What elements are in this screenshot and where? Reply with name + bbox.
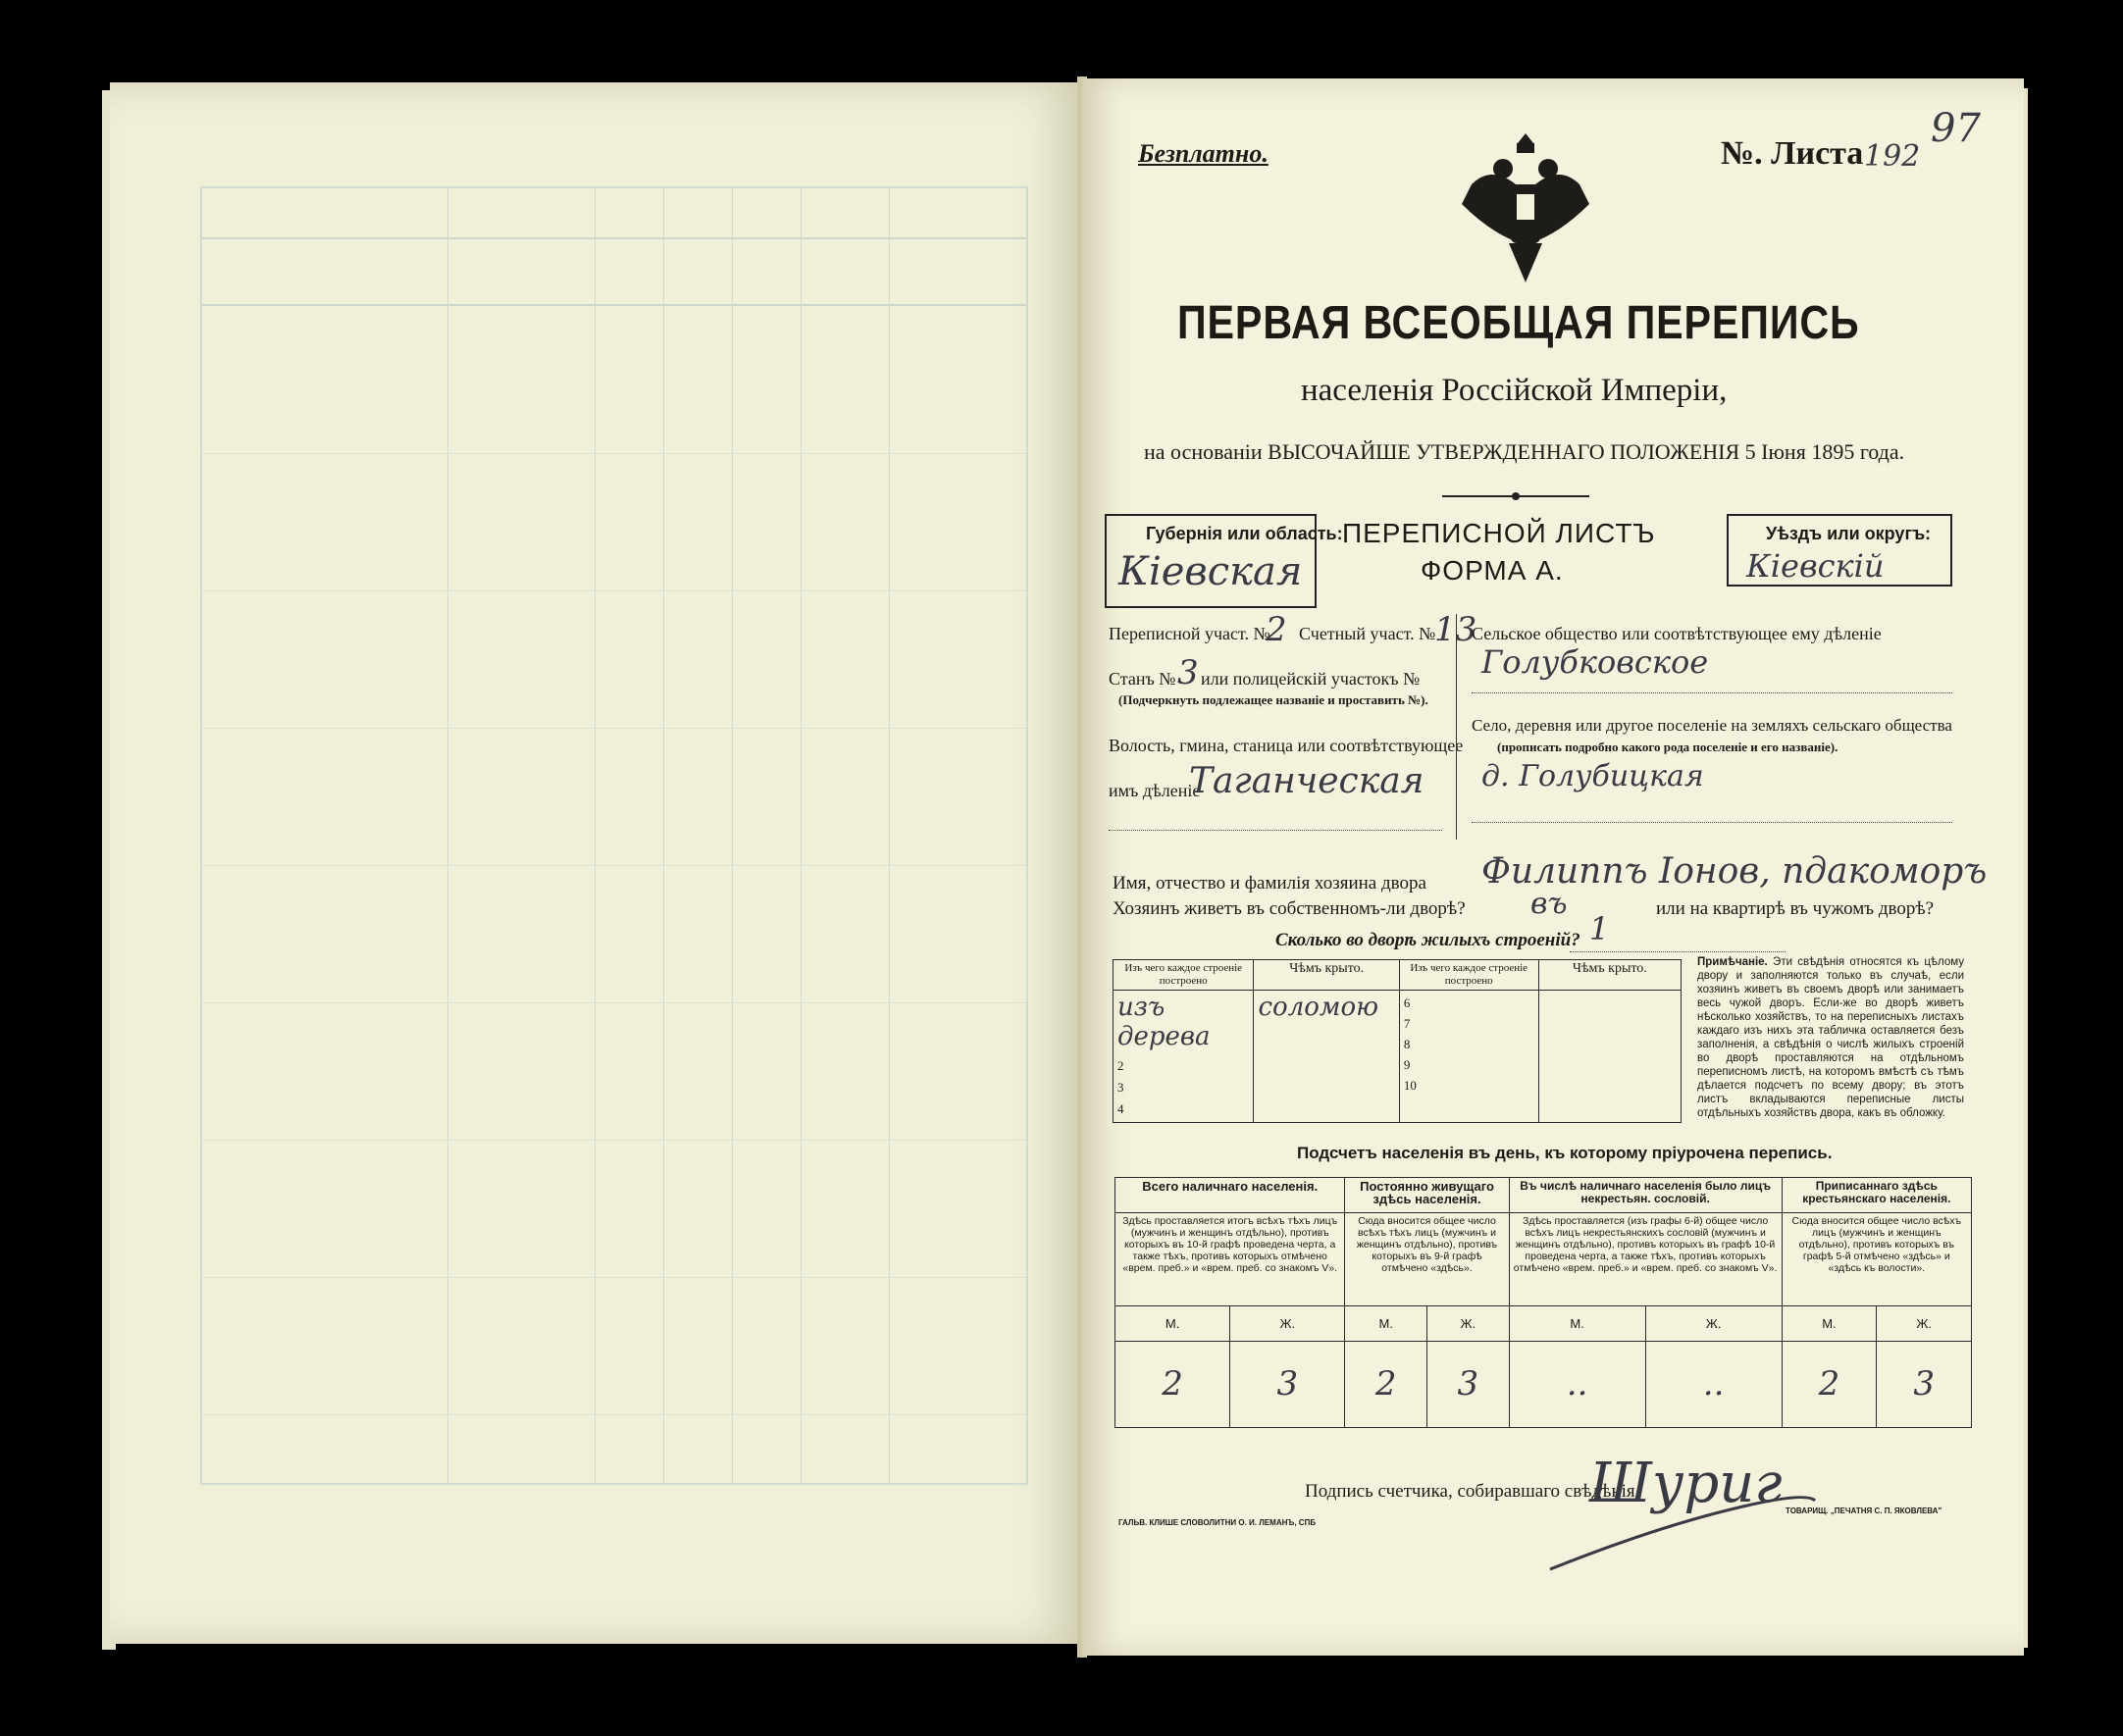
form-title-1: ПЕРЕПИСНОЙ ЛИСТЪ xyxy=(1342,518,1656,548)
row1-material-cell xyxy=(1113,991,1254,1123)
count-title: Подсчетъ населенія въ день, къ которому пріурочена перепись. xyxy=(1297,1144,1833,1162)
count-col2-head: Постоянно живущаго здѣсь населенія. xyxy=(1345,1178,1509,1213)
row1-roof-cell xyxy=(1254,991,1399,1123)
col-material-left: Изъ чего каждое строеніе построено xyxy=(1113,960,1254,991)
col-material-right: Изъ чего каждое строеніе построено xyxy=(1399,960,1538,991)
right-row-number: 8 xyxy=(1403,1037,1411,1051)
owner-value: Филиппъ Іонов, пдакоморъ xyxy=(1481,851,1988,892)
volost-label-2: имъ дѣленіе xyxy=(1109,781,1201,800)
left-page xyxy=(110,82,1084,1644)
f-label: Ж. xyxy=(1645,1305,1782,1341)
village-note: (прописать подробно какого рода поселеніе и его названіе). xyxy=(1497,740,1838,754)
village-label: Село, деревня или другое поселеніе на земляхъ сельскаго общества xyxy=(1472,716,1952,735)
right-row-number: 6 xyxy=(1403,996,1411,1010)
volost-line xyxy=(1109,830,1442,831)
form-title-2: ФОРМА А. xyxy=(1421,555,1564,586)
left-row-number: 2 xyxy=(1117,1058,1124,1073)
lives-own-value: въ xyxy=(1530,887,1568,921)
right-roof-cell xyxy=(1538,991,1681,1123)
m-label: М. xyxy=(1115,1305,1230,1341)
field-divider xyxy=(1456,614,1457,840)
count-table xyxy=(1114,1177,1972,1428)
count-col1-desc: Здѣсь проставляется итогъ всѣхъ тѣхъ лицъ (мужчинъ и женщинъ отдѣльно), противъ которыхъ въ 10-й графѣ проведена черта, а также тѣхъ, противъ которыхъ отмѣчено «врем. преб.» и «врем. преб. со знакомъ V». xyxy=(1115,1213,1345,1305)
row1-roof: соломою xyxy=(1258,993,1379,1022)
ghost-table-bleedthrough xyxy=(200,186,1028,1485)
district-label: Уѣздъ или округъ: xyxy=(1766,524,1932,543)
count-value: .. xyxy=(1645,1341,1782,1427)
subtitle: населенія Россійской Имперіи, xyxy=(1301,373,1728,408)
village-line xyxy=(1472,822,1952,823)
free-label: Безплатно. xyxy=(1138,139,1269,168)
buildings-label: Сколько во дворѣ жилыхъ строеній? xyxy=(1275,930,1580,950)
note-label: Примѣчаніе. xyxy=(1697,956,1768,968)
province-label: Губернія или область: xyxy=(1146,524,1343,543)
buildings-table xyxy=(1113,959,1682,1123)
count-plot-label: Счетный участ. № xyxy=(1299,624,1436,643)
imperial-eagle-icon xyxy=(1452,126,1599,292)
count-value: 2 xyxy=(1782,1341,1877,1427)
col-roof-right: Чѣмъ крыто. xyxy=(1538,960,1681,991)
count-col4-desc: Сюда вносится общее число всѣхъ лицъ (мужчинъ и женщинъ отдѣльно), противъ которыхъ въ графѣ 5-й отмѣчено «здѣсь» и «здѣсь къ волости». xyxy=(1782,1213,1971,1305)
corner-page-number: 97 xyxy=(1931,106,1981,151)
main-title: ПЕРВАЯ ВСЕОБЩАЯ ПЕРЕПИСЬ xyxy=(1177,297,1860,349)
lives-own-label: Хозяинъ живетъ въ собственномъ-ли дворѣ? xyxy=(1113,898,1466,919)
village-value: д. Голубицкая xyxy=(1481,759,1704,793)
count-col3-desc: Здѣсь проставляется (изъ графы 6-й) общее число всѣхъ лицъ некрестьянскихъ сословій (мужчинъ и женщинъ отдѣльно), противъ которыхъ въ графѣ 10-й проведена черта, а также тѣхъ, противъ которыхъ отмѣчено «врем. преб.» и «врем. преб. со знакомъ V». xyxy=(1509,1213,1782,1305)
f-label: Ж. xyxy=(1230,1305,1345,1341)
count-col2-desc: Сюда вносится общее число всѣхъ тѣхъ лицъ (мужчинъ и женщинъ отдѣльно), противъ которыхъ въ 9-й графѣ отмѣчено «здѣсь». xyxy=(1345,1213,1509,1305)
count-col4-head: Приписаннаго здѣсь крестьянскаго населенія. xyxy=(1782,1178,1971,1213)
left-row-number: 4 xyxy=(1117,1101,1124,1116)
underline-note: (Подчеркнуть подлежащее названіе и проставить №). xyxy=(1118,692,1428,707)
society-value: Голубковское xyxy=(1481,643,1709,681)
volost-value: Таганческая xyxy=(1189,761,1424,801)
note-block xyxy=(1697,955,1965,1119)
volost-label-1: Волость, гмина, станица или соотвѣтствующее xyxy=(1109,736,1464,755)
right-rows-cell xyxy=(1399,991,1538,1123)
count-value: 2 xyxy=(1115,1341,1230,1427)
count-value: .. xyxy=(1509,1341,1645,1427)
left-row-number: 3 xyxy=(1117,1080,1124,1095)
m-label: М. xyxy=(1782,1305,1877,1341)
census-plot-value: 2 xyxy=(1266,610,1287,649)
buildings-line xyxy=(1570,951,1786,952)
count-plot-value: 13 xyxy=(1434,610,1477,649)
owner-label: Имя, отчество и фамилія хозяина двора xyxy=(1113,873,1426,894)
printer-right: ТОВАРИЩ. „ПЕЧАТНЯ С. П. ЯКОВЛЕВА" xyxy=(1786,1506,1942,1515)
count-value: 3 xyxy=(1877,1341,1972,1427)
count-value: 3 xyxy=(1230,1341,1345,1427)
society-label: Сельское общество или соотвѣтствующее ему дѣленіе xyxy=(1472,624,1882,643)
col-roof-left: Чѣмъ крыто. xyxy=(1254,960,1399,991)
province-value: Кіевская xyxy=(1118,549,1303,594)
m-label: М. xyxy=(1345,1305,1427,1341)
signature-value: Шуриг xyxy=(1589,1452,1783,1515)
right-row-number: 7 xyxy=(1403,1016,1411,1031)
right-row-number: 9 xyxy=(1403,1057,1411,1072)
signature-flourish xyxy=(1530,1491,1825,1579)
ornament-divider xyxy=(1442,488,1589,498)
count-col3-head: Въ числѣ наличнаго населенія было лицъ некрестьян. сословій. xyxy=(1509,1178,1782,1213)
signature-label: Подпись счетчика, собиравшаго свѣдѣнія xyxy=(1305,1481,1635,1502)
census-plot-label: Переписной участ. № xyxy=(1109,624,1270,643)
sheet-number-label: №. Листа xyxy=(1721,135,1864,172)
count-value: 2 xyxy=(1345,1341,1427,1427)
lives-other-label: или на квартирѣ въ чужомъ дворѣ? xyxy=(1656,898,1935,919)
count-value: 3 xyxy=(1427,1341,1510,1427)
right-row-number: 10 xyxy=(1403,1078,1417,1093)
f-label: Ж. xyxy=(1427,1305,1510,1341)
printer-left: ГАЛЬВ. КЛИШЕ СЛОВОЛИТНИ О. И. ЛЕМАНЪ, СПБ xyxy=(1118,1518,1317,1527)
stan-value: 3 xyxy=(1177,653,1199,692)
district-value: Кіевскій xyxy=(1746,547,1885,585)
police-label: или полицейскій участокъ № xyxy=(1201,669,1421,689)
f-label: Ж. xyxy=(1877,1305,1972,1341)
count-col1-head: Всего наличнаго населенія. xyxy=(1115,1178,1345,1213)
sheet-number-value: 192 xyxy=(1864,139,1921,174)
society-line xyxy=(1472,692,1952,693)
decree-line: на основаніи ВЫСОЧАЙШЕ УТВЕРЖДЕННАГО ПОЛОЖЕНІЯ 5 Іюня 1895 года. xyxy=(1144,439,1905,464)
m-label: М. xyxy=(1509,1305,1645,1341)
row1-material: изъ дерева xyxy=(1117,993,1211,1051)
note-text: Эти свѣдѣнія относятся къ цѣлому двору и заполняются только въ случаѣ, если хозяинъ живетъ въ своемъ дворѣ или занимаетъ весь чужой дворъ. Если-же во дворѣ живетъ нѣсколько хозяйствъ, то на переписныхъ листахъ каждаго изъ нихъ эта табличка оставляется безъ заполненія, а свѣдѣнія о числѣ жилыхъ строеній во дворѣ проставляются на отдѣльномъ переписномъ листѣ, на которомъ вмѣстѣ съ тѣмъ дѣлается подсчетъ по всему двору; въ этотъ листъ вкладываются переписные листы отдѣльныхъ хозяйствъ двора, какъ въ обложку. xyxy=(1697,956,1965,1119)
stan-label: Станъ № xyxy=(1109,669,1176,689)
buildings-value: 1 xyxy=(1589,910,1610,947)
